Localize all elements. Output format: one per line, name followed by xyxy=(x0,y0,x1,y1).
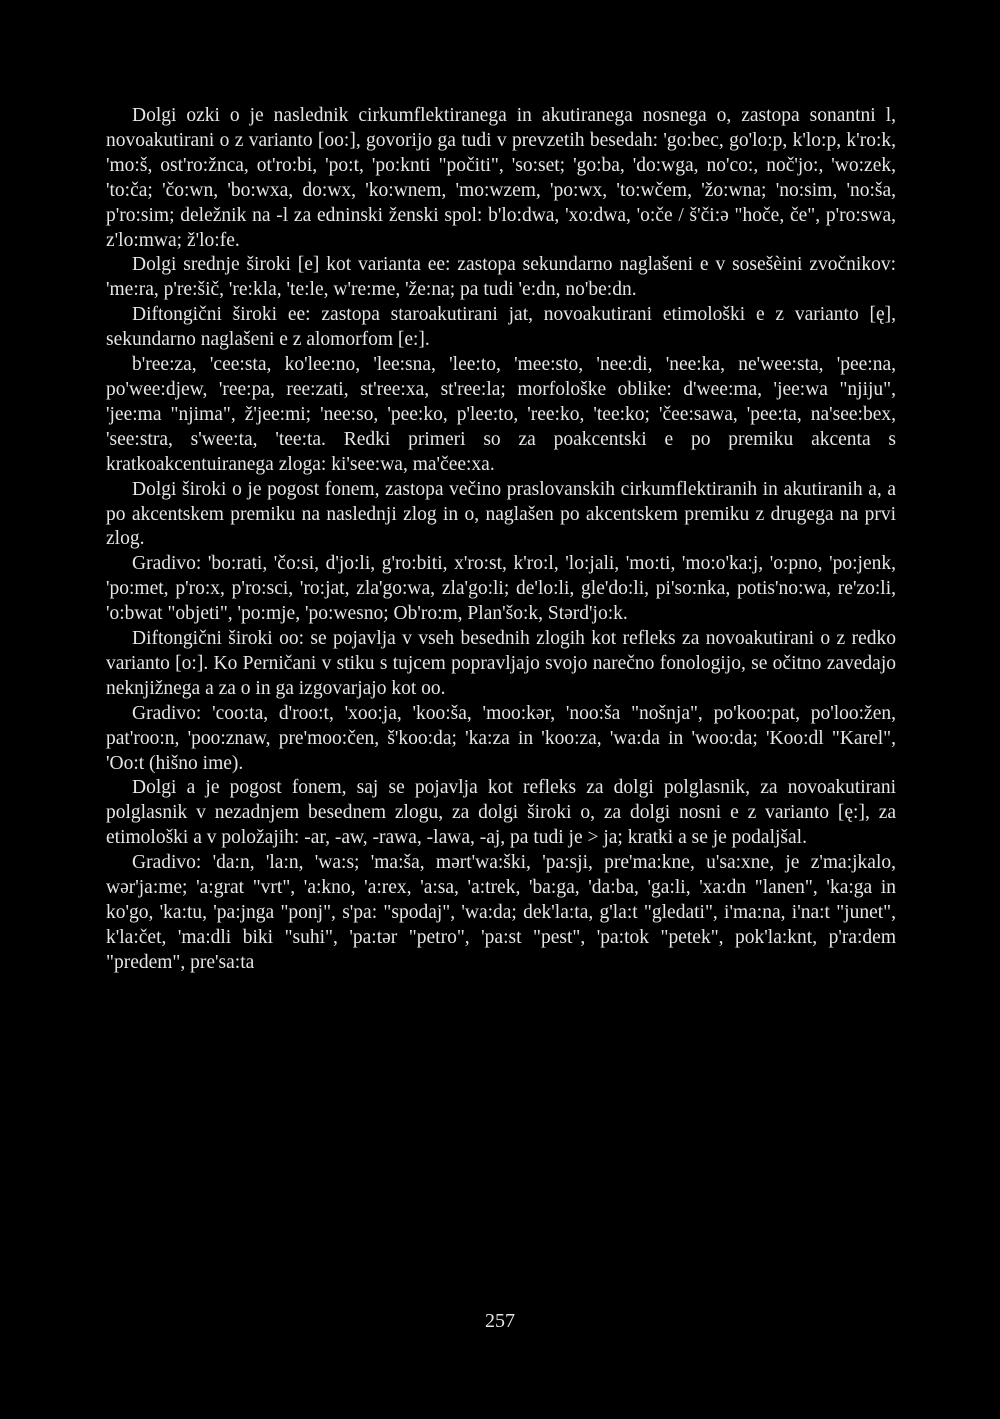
paragraph-8: Gradivo: 'coo:ta, d'roo:t, 'xoo:ja, 'koo:ša, 'moo:kər, 'noo:ša "nošnja", po'koo:pat, po'loo:žen, pat'roo:n, 'poo:znaw, pre'moo:čen, š'koo:da; 'ka:za in 'koo:za, 'wa:da in 'woo:da; 'Koo:dl "Karel", 'Oo:t (hišno ime). xyxy=(106,702,896,774)
paragraph-1: Dolgi ozki o je naslednik cirkumflektiranega in akutiranega nosnega o, zastopa sonantni l, novoakutirani o z varianto [oo:], govorijo ga tudi v prevzetih besedah: 'go:bec, go'lo:p, k'lo:p, k'ro:k, 'mo:š, ost'ro:žnca, ot'ro:bi, 'po:t, 'po:knti "počiti", 'so:set; 'go:ba, 'do:wga, no'co:, noč'jo:, 'wo:zek, 'to:ča; 'čo:wn, 'bo:wxa, do:wx, 'ko:wnem, 'mo:wzem, 'po:wx, 'to:wčem, 'žo:wna; 'no:sim, 'no:ša, p'ro:sim; deležnik na -l za edninski ženski spol: b'lo:dwa, 'xo:dwa, 'o:če / š'či:ə "hoče, če", p'ro:swa, z'lo:mwa; ž'lo:fe. xyxy=(106,105,896,251)
paragraph-3: Diftongični široki ee: zastopa staroakutirani jat, novoakutirani etimološki e z varianto [ę], sekundarno naglašeni e z alomorfom [e:]. xyxy=(106,304,896,351)
paragraph-5: Dolgi široki o je pogost fonem, zastopa večino praslovanskih cirkumflektiranih in akutiranih a, a po akcentskem premiku na naslednji zlog in o, naglašen po akcentskem premiku z drugega na prvi zlog. xyxy=(106,478,896,550)
paragraph-4: b'ree:za, 'cee:sta, ko'lee:no, 'lee:sna, 'lee:to, 'mee:sto, 'nee:di, 'nee:ka, ne'wee:sta, 'pee:na, po'wee:djew, 'ree:pa, ree:zati, st'ree:xa, st'ree:la; morfološke oblike: d'wee:ma, 'jee:wa "njiju", 'jee:ma "njima", ž'jee:mi; 'nee:so, 'pee:ko, p'lee:to, 'ree:ko, 'tee:ko; 'čee:sawa, 'pee:ta, na'see:bex, 'see:stra, s'wee:ta, 'tee:ta. Redki primeri so za poakcentski e po premiku akcenta s kratkoakcentuiranega zloga: ki'see:wa, ma'čee:xa. xyxy=(106,354,896,475)
paragraph-2: Dolgi srednje široki [e] kot varianta ee: zastopa sekundarno naglašeni e v sosešèini zvočnikov: 'me:ra, p're:šič, 're:kla, 'te:le, w're:me, 'že:na; pa tudi 'e:dn, no'be:dn. xyxy=(106,254,896,301)
paragraph-6: Gradivo: 'bo:rati, 'čo:si, d'jo:li, g'ro:biti, x'ro:st, k'ro:l, 'lo:jali, 'mo:ti, 'mo:o'ka:j, 'o:pno, 'po:jenk, 'po:met, p'ro:x, p'ro:sci, 'ro:jat, zla'go:wa, zla'go:li; de'lo:li, gle'do:li, pi'so:nka, potis'no:wa, re'zo:li, 'o:bwat "objeti", 'po:mje, 'po:wesno; Ob'ro:m, Plan'šo:k, Stərd'jo:k. xyxy=(106,553,896,625)
body-text xyxy=(106,104,896,976)
paragraph-7: Diftongični široki oo: se pojavlja v vseh besednih zlogih kot refleks za novoakutirani o z redko varianto [o:]. Ko Perničani v stiku s tujcem popravljajo svojo narečno fonologijo, se očitno zavedajo neknjižnega a za o in ga izgovarjajo kot oo. xyxy=(106,628,896,699)
paragraph-10: Gradivo: 'da:n, 'la:n, 'wa:s; 'ma:ša, mərt'wa:ški, 'pa:sji, pre'ma:kne, u'sa:xne, je z'ma:jkalo, wər'ja:me; 'a:grat "vrt", 'a:kno, 'a:rex, 'a:sa, 'a:trek, 'ba:ga, 'da:ba, 'ga:li, 'xa:dn "lanen", 'ka:ga in ko'go, 'ka:tu, 'pa:jnga "ponj", s'pa: "spodaj", 'wa:da; dek'la:ta, g'la:t "gledati", i'ma:na, i'na:t "junet", k'la:čet, 'ma:dli biki "suhi", 'pa:tər "petro", 'pa:st "pest", 'pa:tok "petek", pok'la:knt, p'ra:dem "predem", pre'sa:ta xyxy=(106,852,896,973)
page-number: 257 xyxy=(485,1310,515,1332)
paragraph-9: Dolgi a je pogost fonem, saj se pojavlja kot refleks za dolgi polglasnik, za novoakutirani polglasnik v nezadnjem besednem zlogu, za dolgi široki o, za dolgi nosni e z varianto [ę:], za etimološki a v položajih: -ar, -aw, -rawa, -lawa, -aj, pa tudi je > ja; kratki a se je podaljšal. xyxy=(106,777,896,849)
